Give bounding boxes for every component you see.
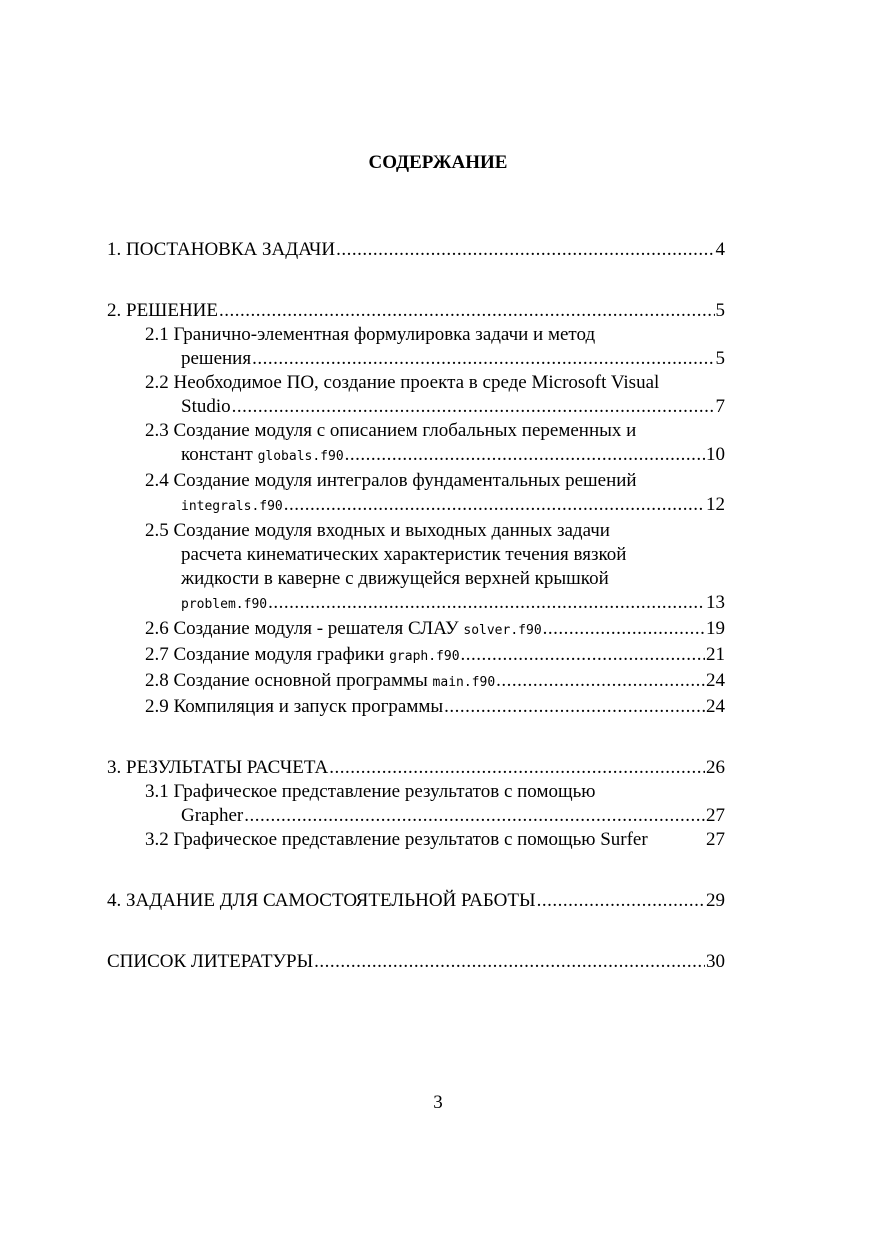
toc-entry-last-line: [107, 828, 725, 852]
toc-code-filename: main.f90: [432, 675, 496, 690]
toc-entry-text: [181, 591, 267, 617]
toc-text-segment: Studio: [181, 396, 231, 417]
toc-entry-line: [107, 469, 725, 493]
toc-entry-text: [181, 395, 231, 419]
toc-entry[interactable]: [107, 617, 725, 643]
toc-entry[interactable]: [107, 469, 725, 519]
toc-text-segment: 1. ПОСТАНОВКА ЗАДАЧИ: [107, 239, 336, 260]
toc-entry-line: [107, 567, 725, 591]
toc-page-number: 24: [706, 696, 725, 717]
toc-entry-text: [181, 493, 283, 519]
toc-entry-text: [107, 950, 313, 974]
toc-page-number: 5: [715, 300, 725, 321]
toc-entry-last-line: [107, 756, 725, 780]
toc-text-segment: 2.4 Создание модуля интегралов фундаментальных решений: [145, 470, 637, 491]
toc-entry-text: [107, 756, 328, 780]
toc-page-number: 27: [706, 805, 725, 826]
toc-text-segment: 2.7 Создание модуля графики: [145, 644, 390, 665]
toc-page-number: 27: [706, 829, 725, 850]
toc-entry[interactable]: [107, 950, 725, 974]
toc-entry-text: [145, 470, 637, 491]
toc-entry-last-line: [107, 493, 725, 519]
toc-page-number: 7: [715, 396, 725, 417]
toc-entry-line: [107, 780, 725, 804]
toc-entry[interactable]: [107, 643, 725, 669]
toc-entry[interactable]: [107, 695, 725, 719]
toc-code-filename: globals.f90: [257, 449, 344, 464]
toc-entry-last-line: [107, 443, 725, 469]
toc-entry[interactable]: [107, 299, 725, 323]
dot-leader: [329, 756, 705, 780]
toc-page-number: 21: [706, 644, 725, 665]
toc-entry[interactable]: [107, 323, 725, 371]
toc-page-number: 5: [715, 348, 725, 369]
toc-entry-last-line: [107, 695, 725, 719]
toc-entry-last-line: [107, 299, 725, 323]
toc-entry-text: [181, 544, 626, 565]
toc-text-segment: 2.3 Создание модуля с описанием глобальных переменных и: [145, 420, 637, 441]
dot-leader: [244, 804, 705, 828]
toc-entry-text: [145, 617, 542, 643]
toc-entry-last-line: [107, 591, 725, 617]
toc-entry-last-line: [107, 889, 725, 913]
toc-text-segment: Grapher: [181, 805, 244, 826]
toc-entry[interactable]: [107, 419, 725, 469]
toc-text-segment: СПИСОК ЛИТЕРАТУРЫ: [107, 951, 314, 972]
toc-text-segment: 3.2 Графическое представление результатов с помощью Surfer: [145, 829, 648, 850]
dot-leader: [314, 950, 705, 974]
toc-entry-last-line: [107, 395, 725, 419]
toc-text-segment: 2. РЕШЕНИЕ: [107, 300, 218, 321]
dot-leader: [461, 643, 705, 667]
toc-text-segment: 2.1 Гранично-элементная формулировка задачи и метод: [145, 324, 596, 345]
dot-leader: [345, 443, 705, 467]
dot-leader: [252, 347, 714, 371]
toc-text-segment: 2.2 Необходимое ПО, создание проекта в среде Microsoft Visual: [145, 372, 660, 393]
dot-leader: [543, 617, 705, 641]
toc-entry-text: [181, 443, 344, 469]
toc-text-segment: 2.6 Создание модуля - решателя СЛАУ: [145, 618, 464, 639]
page-title: СОДЕРЖАНИЕ: [368, 152, 508, 173]
toc-entry-text: [145, 643, 460, 669]
toc-entry[interactable]: [107, 828, 725, 852]
toc-entry-line: [107, 543, 725, 567]
toc-entry-text: [145, 420, 636, 441]
toc-page-number: 10: [706, 444, 725, 465]
toc-entry-last-line: [107, 347, 725, 371]
toc-entry[interactable]: [107, 756, 725, 780]
toc-entry[interactable]: [107, 780, 725, 828]
dot-leader: [444, 695, 705, 719]
toc-entry-text: [145, 695, 443, 719]
toc-text-segment: 2.5 Создание модуля входных и выходных данных задачи: [145, 520, 610, 541]
toc-code-filename: graph.f90: [389, 649, 460, 664]
toc-page-number: 12: [706, 494, 725, 515]
toc-entry-last-line: [107, 950, 725, 974]
toc-page-number: 13: [706, 592, 725, 613]
toc-page-number: 4: [715, 239, 725, 260]
toc-entry-text: [107, 299, 218, 323]
toc-text-segment: жидкости в каверне с движущейся верхней крышкой: [181, 568, 609, 589]
toc-text-segment: 4. ЗАДАНИЕ ДЛЯ САМОСТОЯТЕЛЬНОЙ РАБОТЫ: [107, 890, 536, 911]
toc-entry-text: [107, 889, 536, 913]
toc-entry-last-line: [107, 617, 725, 643]
dot-leader: [219, 299, 715, 323]
toc-entry-text: [145, 828, 706, 852]
dot-leader: [232, 395, 715, 419]
toc-entry-text: [145, 669, 495, 695]
toc-page-number: 19: [706, 618, 725, 639]
dot-leader: [268, 591, 705, 615]
toc-text-segment: 3.1 Графическое представление результатов с помощью: [145, 781, 596, 802]
toc-entry-text: [181, 804, 243, 828]
toc-text-segment: расчета кинематических характеристик течения вязкой: [181, 544, 627, 565]
toc-entry-line: [107, 519, 725, 543]
toc-text-segment: решения: [181, 348, 252, 369]
toc-entry[interactable]: [107, 519, 725, 617]
toc-page-number: 26: [706, 757, 725, 778]
toc-page-number: 29: [706, 890, 725, 911]
toc-entry[interactable]: [107, 238, 725, 262]
toc-entry-text: [145, 372, 659, 393]
toc-entry-text: [145, 520, 610, 541]
toc-entry-line: [107, 419, 725, 443]
dot-leader: [496, 669, 705, 693]
toc-entry-text: [145, 781, 595, 802]
toc-entry[interactable]: [107, 669, 725, 695]
toc-code-filename: problem.f90: [181, 597, 268, 612]
toc-code-filename: integrals.f90: [181, 499, 283, 514]
toc-page-number: 24: [706, 670, 725, 691]
toc-entry-last-line: [107, 643, 725, 669]
dot-leader: [537, 889, 705, 913]
toc-entry-last-line: [107, 804, 725, 828]
toc-entry[interactable]: [107, 889, 725, 913]
toc-entry-text: [181, 347, 251, 371]
toc-code-filename: solver.f90: [463, 623, 542, 638]
dot-leader: [284, 493, 705, 517]
toc-entry-text: [145, 324, 595, 345]
toc-text-segment: 2.9 Компиляция и запуск программы: [145, 696, 444, 717]
page-number: 3: [433, 1092, 443, 1113]
toc-entry-last-line: [107, 238, 725, 262]
toc-text-segment: констант: [181, 444, 258, 465]
toc-page-number: 30: [706, 951, 725, 972]
toc-entry[interactable]: [107, 371, 725, 419]
dot-leader: [336, 238, 714, 262]
toc-entry-line: [107, 371, 725, 395]
toc-entry-line: [107, 323, 725, 347]
toc-entry-text: [181, 568, 609, 589]
toc-text-segment: 3. РЕЗУЛЬТАТЫ РАСЧЕТА: [107, 757, 329, 778]
toc-entry-last-line: [107, 669, 725, 695]
toc-text-segment: 2.8 Создание основной программы: [145, 670, 433, 691]
toc-entry-text: [107, 238, 335, 262]
table-of-contents: [107, 238, 725, 974]
